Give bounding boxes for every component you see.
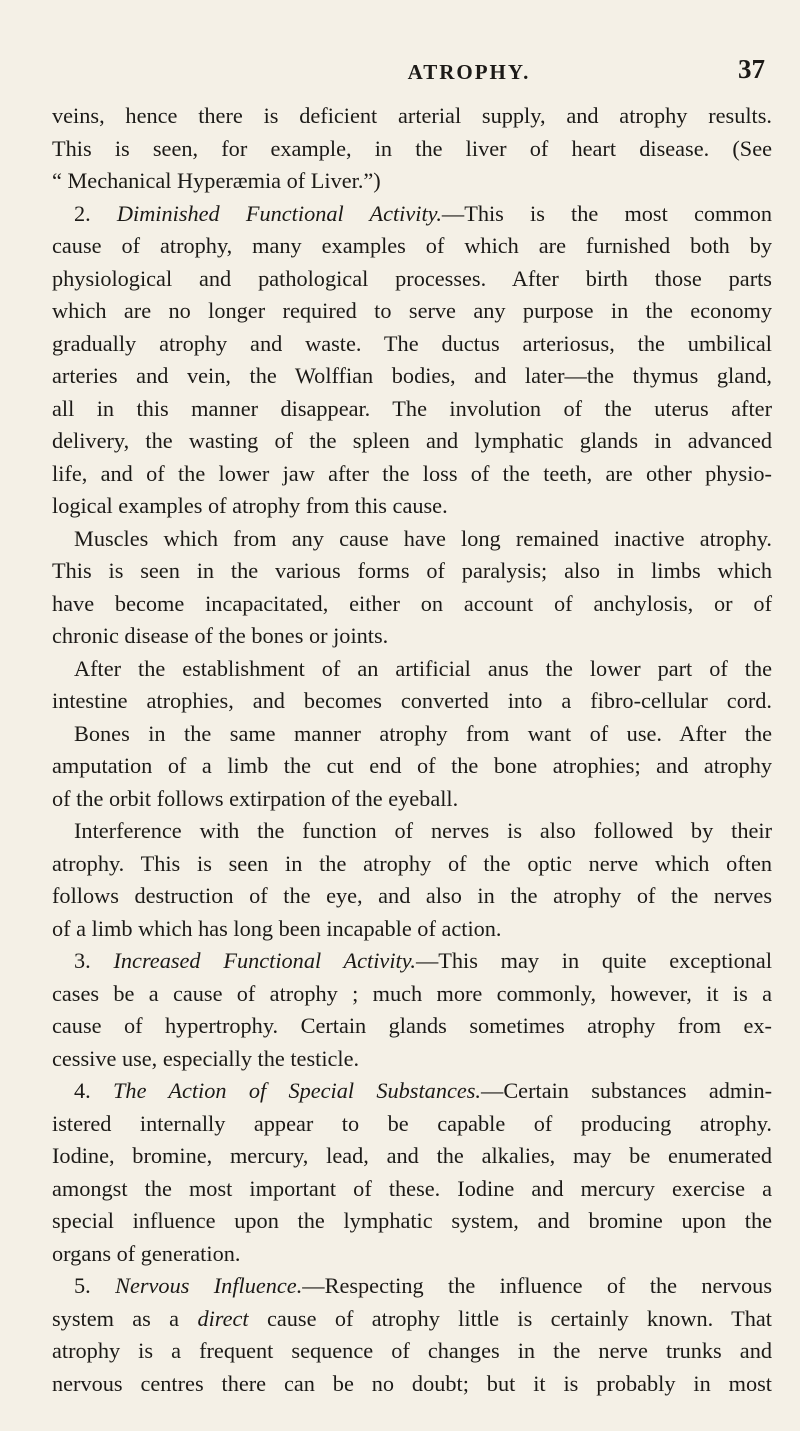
section-number: 3. [74,948,114,973]
text-line: “ Mechanical Hyperæmia of Liver.”) [52,168,381,193]
body-text [52,100,772,1400]
text-line: cause of hypertrophy. Certain glands sometimes atrophy from ex- [52,1013,772,1038]
text-line: amputation of a limb the cut end of the bone atrophies; and atrophy [52,753,772,778]
text-line: istered internally appear to be capable of producing atrophy. [52,1110,772,1136]
text-line: Bones in the same manner atrophy from want of use. After the [74,720,772,746]
running-head-title: ATROPHY. [407,60,531,84]
section-heading: Increased Functional Activity. [113,948,416,973]
text-line [52,1303,772,1336]
section-number: 5. [74,1273,116,1298]
text-line: arteries and vein, the Wolffian bodies, and later—the thymus gland, [52,363,772,388]
text-run: —This may in quite exceptional [415,948,773,973]
text-line: cases be a cause of atrophy ; much more commonly, however, it is a [52,980,772,1006]
text-line: cessive use, especially the testicle. [52,1045,360,1071]
text-line: chronic disease of the bones or joints. [52,623,389,648]
running-head [110,54,765,90]
text-line: atrophy is a frequent sequence of changes in the nerve trunks and [52,1338,772,1363]
text-run: —Respecting the influence of the nervous [302,1273,773,1298]
text-line: organs of generation. [52,1240,241,1266]
section-heading: Diminished Functional Activity. [116,200,442,226]
text-line: delivery, the wasting of the spleen and lymphatic glands in advanced [52,428,772,453]
text-line: gradually atrophy and waste. The ductus arteriosus, the umbilical [52,330,772,356]
text-line: This is seen, for example, in the liver of heart disease. (See [52,135,772,161]
text-line: Iodine, bromine, mercury, lead, and the alkalies, may be enumerated [52,1143,772,1168]
text-line: nervous centres there can be no doubt; but it is probably in most [52,1370,772,1396]
text-line: This is seen in the various forms of paralysis; also in limbs which [52,558,772,583]
section-number: 4. [74,1078,114,1103]
text-line: cause of atrophy, many examples of which are furnished both by [52,233,772,258]
section-heading-line [52,1270,772,1303]
text-line: of a limb which has long been incapable of action. [52,915,502,941]
text-line: which are no longer required to serve any purpose in the economy [52,298,772,323]
text-run: cause of atrophy little is certainly known. That [248,1305,772,1331]
text-line: Interference with the function of nerves is also followed by their [74,818,772,843]
section-heading-line [52,198,772,231]
text-line: logical examples of atrophy from this cause. [52,493,448,518]
text-run: —Certain substances admin- [481,1078,773,1103]
text-line: Muscles which from any cause have long remained inactive atrophy. [74,525,772,551]
emphasis: direct [197,1305,249,1331]
section-heading-line [52,945,772,978]
text-line: intestine atrophies, and becomes converted into a fibro-cellular cord. [52,688,772,713]
text-line: veins, hence there is deficient arterial supply, and atrophy results. [52,103,772,128]
text-line: special influence upon the lymphatic system, and bromine upon the [52,1208,772,1233]
page-number: 37 [738,54,765,84]
section-number: 2. [74,200,117,226]
section-heading: The Action of Special Substances. [113,1078,482,1103]
text-line: After the establishment of an artificial anus the lower part of the [74,655,772,681]
text-line: atrophy. This is seen in the atrophy of the optic nerve which often [52,850,772,876]
text-run: —This is the most common [441,200,773,226]
text-line: life, and of the lower jaw after the loss of the teeth, are other physio- [52,460,772,486]
section-heading: Nervous Influence. [115,1273,303,1298]
text-run: system as a [52,1305,198,1331]
text-line: physiological and pathological processes. After birth those parts [52,265,772,291]
text-line: all in this manner disappear. The involution of the uterus after [52,395,772,421]
section-heading-line [52,1075,772,1108]
text-line: follows destruction of the eye, and also in the atrophy of the nerves [52,883,772,908]
text-line: have become incapacitated, either on account of anchylosis, or of [52,590,772,616]
text-line: of the orbit follows extirpation of the eyeball. [52,785,459,811]
text-line: amongst the most important of these. Iodine and mercury exercise a [52,1175,772,1201]
